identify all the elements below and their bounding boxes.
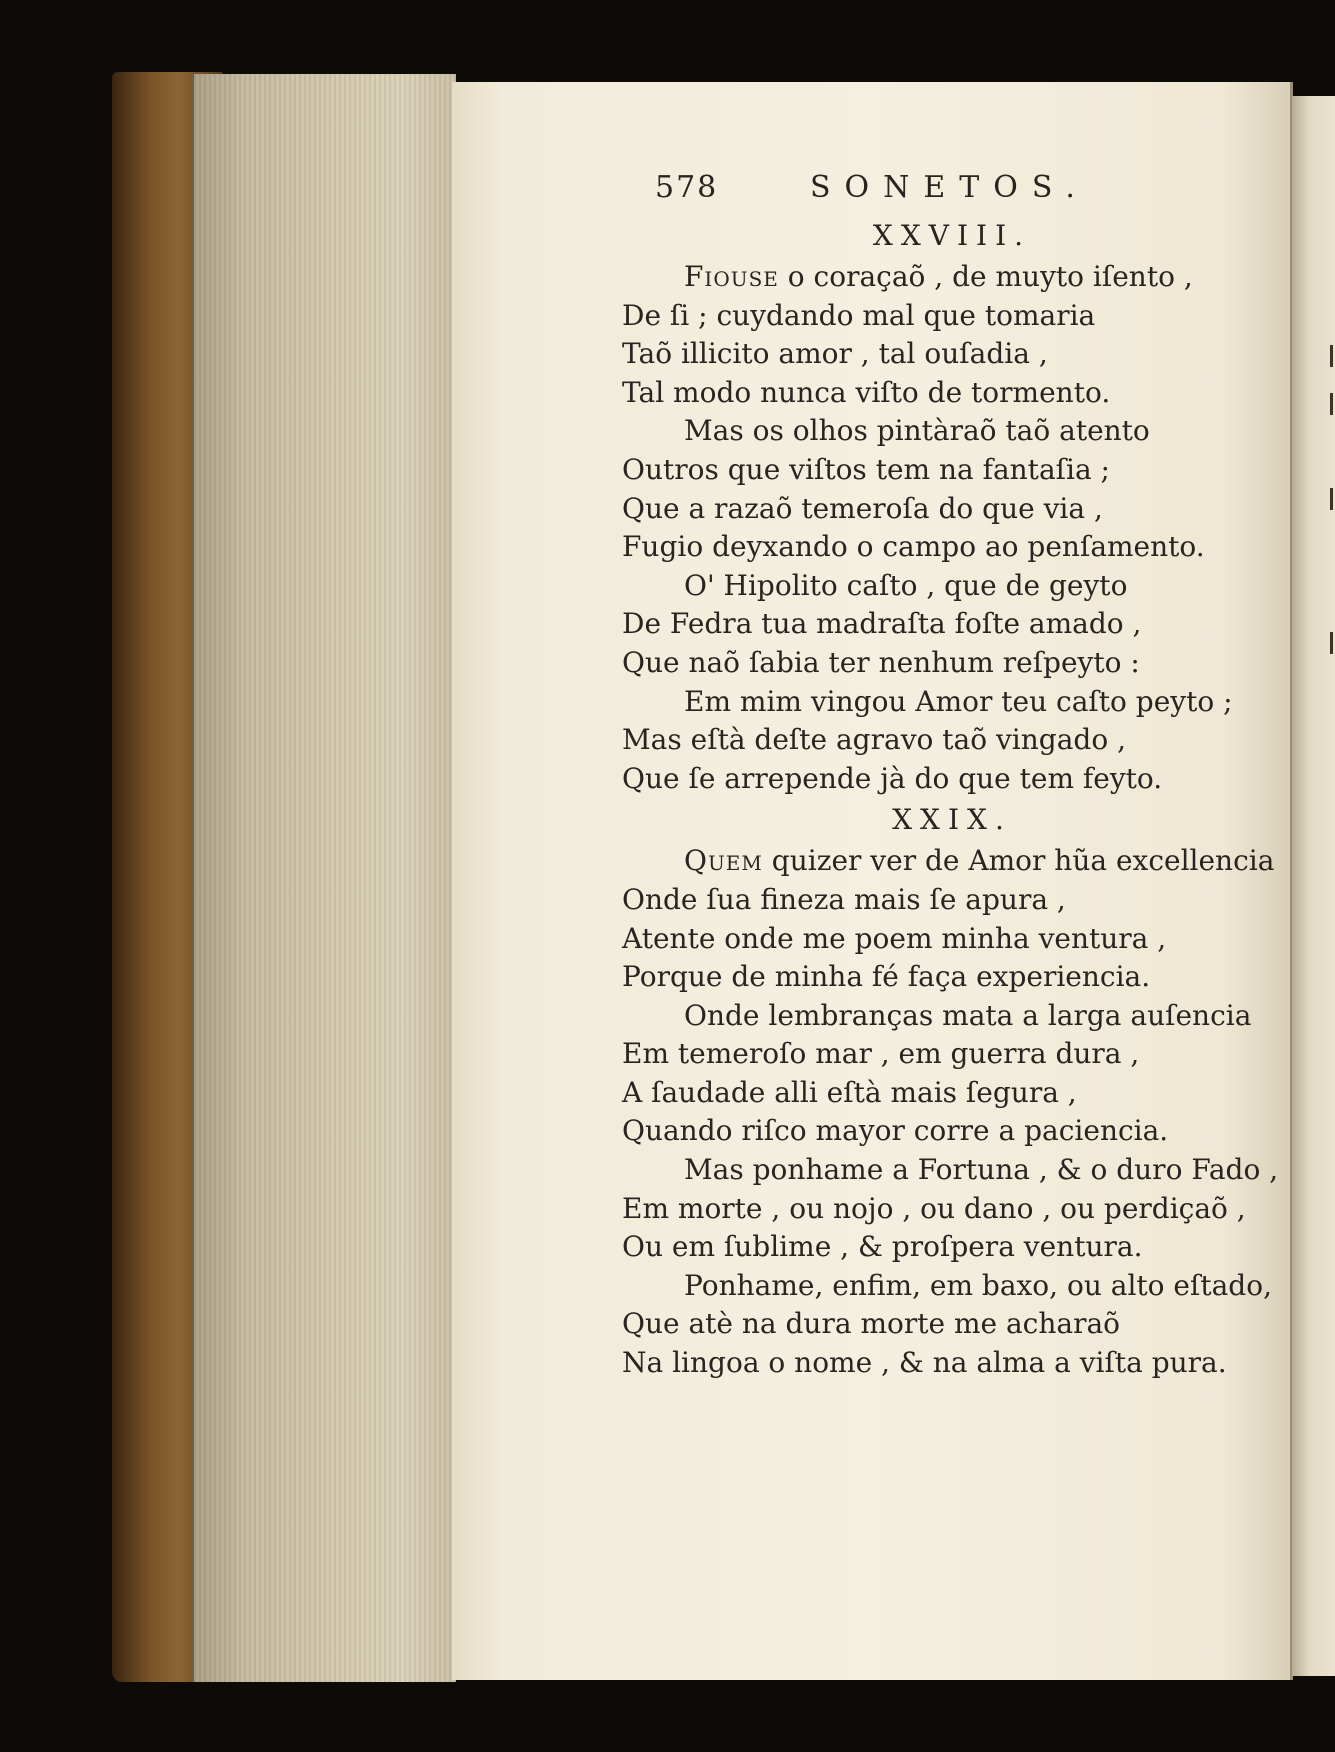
page-text	[622, 170, 1279, 1383]
verse-line: Outros que viſtos tem na fantaſia ;	[622, 452, 1110, 486]
verse-line: Em morte , ou nojo , ou dano , ou perdiçaõ ,	[622, 1191, 1246, 1225]
verse-line: De ſi ; cuydando mal que tomaria	[622, 298, 1096, 332]
verse-line: De Fedra tua madraſta foſte amado ,	[622, 607, 1142, 641]
facing-page-mark	[1330, 488, 1333, 510]
verse-line: Mas eſtà deſte agravo taõ vingado ,	[622, 723, 1126, 757]
page-number: 578	[655, 170, 719, 205]
sonnet-numeral: XXIX.	[892, 803, 1012, 837]
sonnet	[622, 798, 1279, 1382]
verse-line: Fugio deyxando o campo ao penſamento.	[622, 530, 1205, 564]
initial-small-caps: Fiouse	[684, 260, 779, 293]
sonnet	[622, 214, 1242, 798]
verse-line	[622, 842, 1275, 881]
verse-line: Que naõ ſabia ter nenhum reſpeyto :	[622, 645, 1140, 679]
sonnet-numeral: XXVIII.	[872, 219, 1032, 252]
verse-line: Tal modo nunca viſto de tormento.	[622, 375, 1111, 409]
verse-line	[622, 258, 1242, 297]
facing-page-mark	[1330, 632, 1333, 654]
verse-line: Em temeroſo mar , em guerra dura ,	[622, 1037, 1140, 1071]
running-title: SONETOS.	[810, 170, 1089, 205]
verse-line: Que atè na dura morte me acharaõ	[622, 1307, 1121, 1341]
verse-line: Na lingoa o nome , & na alma a viſta pura.	[622, 1346, 1227, 1380]
verse-line: Mas os olhos pintàraõ taõ atento	[684, 414, 1150, 448]
facing-page-edge	[1292, 96, 1335, 1676]
running-head	[622, 170, 1242, 214]
verse-line: Porque de minha fé faça experiencia.	[622, 960, 1151, 994]
initial-small-caps: Quem	[684, 844, 763, 878]
verse-line: Taõ illicito amor , tal ouſadia ,	[622, 337, 1048, 371]
verse-text: o coraçaõ , de muyto iſento ,	[778, 260, 1193, 293]
verse-line: Atente onde me poem minha ventura ,	[622, 921, 1167, 955]
verse-line: Que a razaõ temeroſa do que via ,	[622, 491, 1103, 525]
verse-line: O' Hipolito caſto , que de geyto	[684, 568, 1128, 602]
verse-line: Quando riſco mayor corre a paciencia.	[622, 1114, 1169, 1148]
facing-page-mark	[1330, 345, 1333, 367]
verse-text: quizer ver de Amor hũa excellencia	[762, 844, 1275, 878]
verse-line: Ponhame, enfim, em baxo, ou alto eſtado,	[684, 1268, 1272, 1302]
verse-line: Onde lembranças mata a larga auſencia	[684, 998, 1252, 1032]
verse-line: Onde ſua fineza mais ſe apura ,	[622, 882, 1066, 916]
verse-line: Que ſe arrepende jà do que tem feyto.	[622, 761, 1163, 795]
facing-page-mark	[1330, 393, 1333, 415]
verse-line: Mas ponhame a Fortuna , & o duro Fado ,	[684, 1153, 1279, 1187]
page-block-edge	[192, 74, 456, 1682]
verse-line: A ſaudade alli eſtà mais ſegura ,	[622, 1075, 1077, 1109]
verse-line: Em mim vingou Amor teu caſto peyto ;	[684, 684, 1233, 718]
verse-line: Ou em ſublime , & proſpera ventura.	[622, 1230, 1143, 1264]
